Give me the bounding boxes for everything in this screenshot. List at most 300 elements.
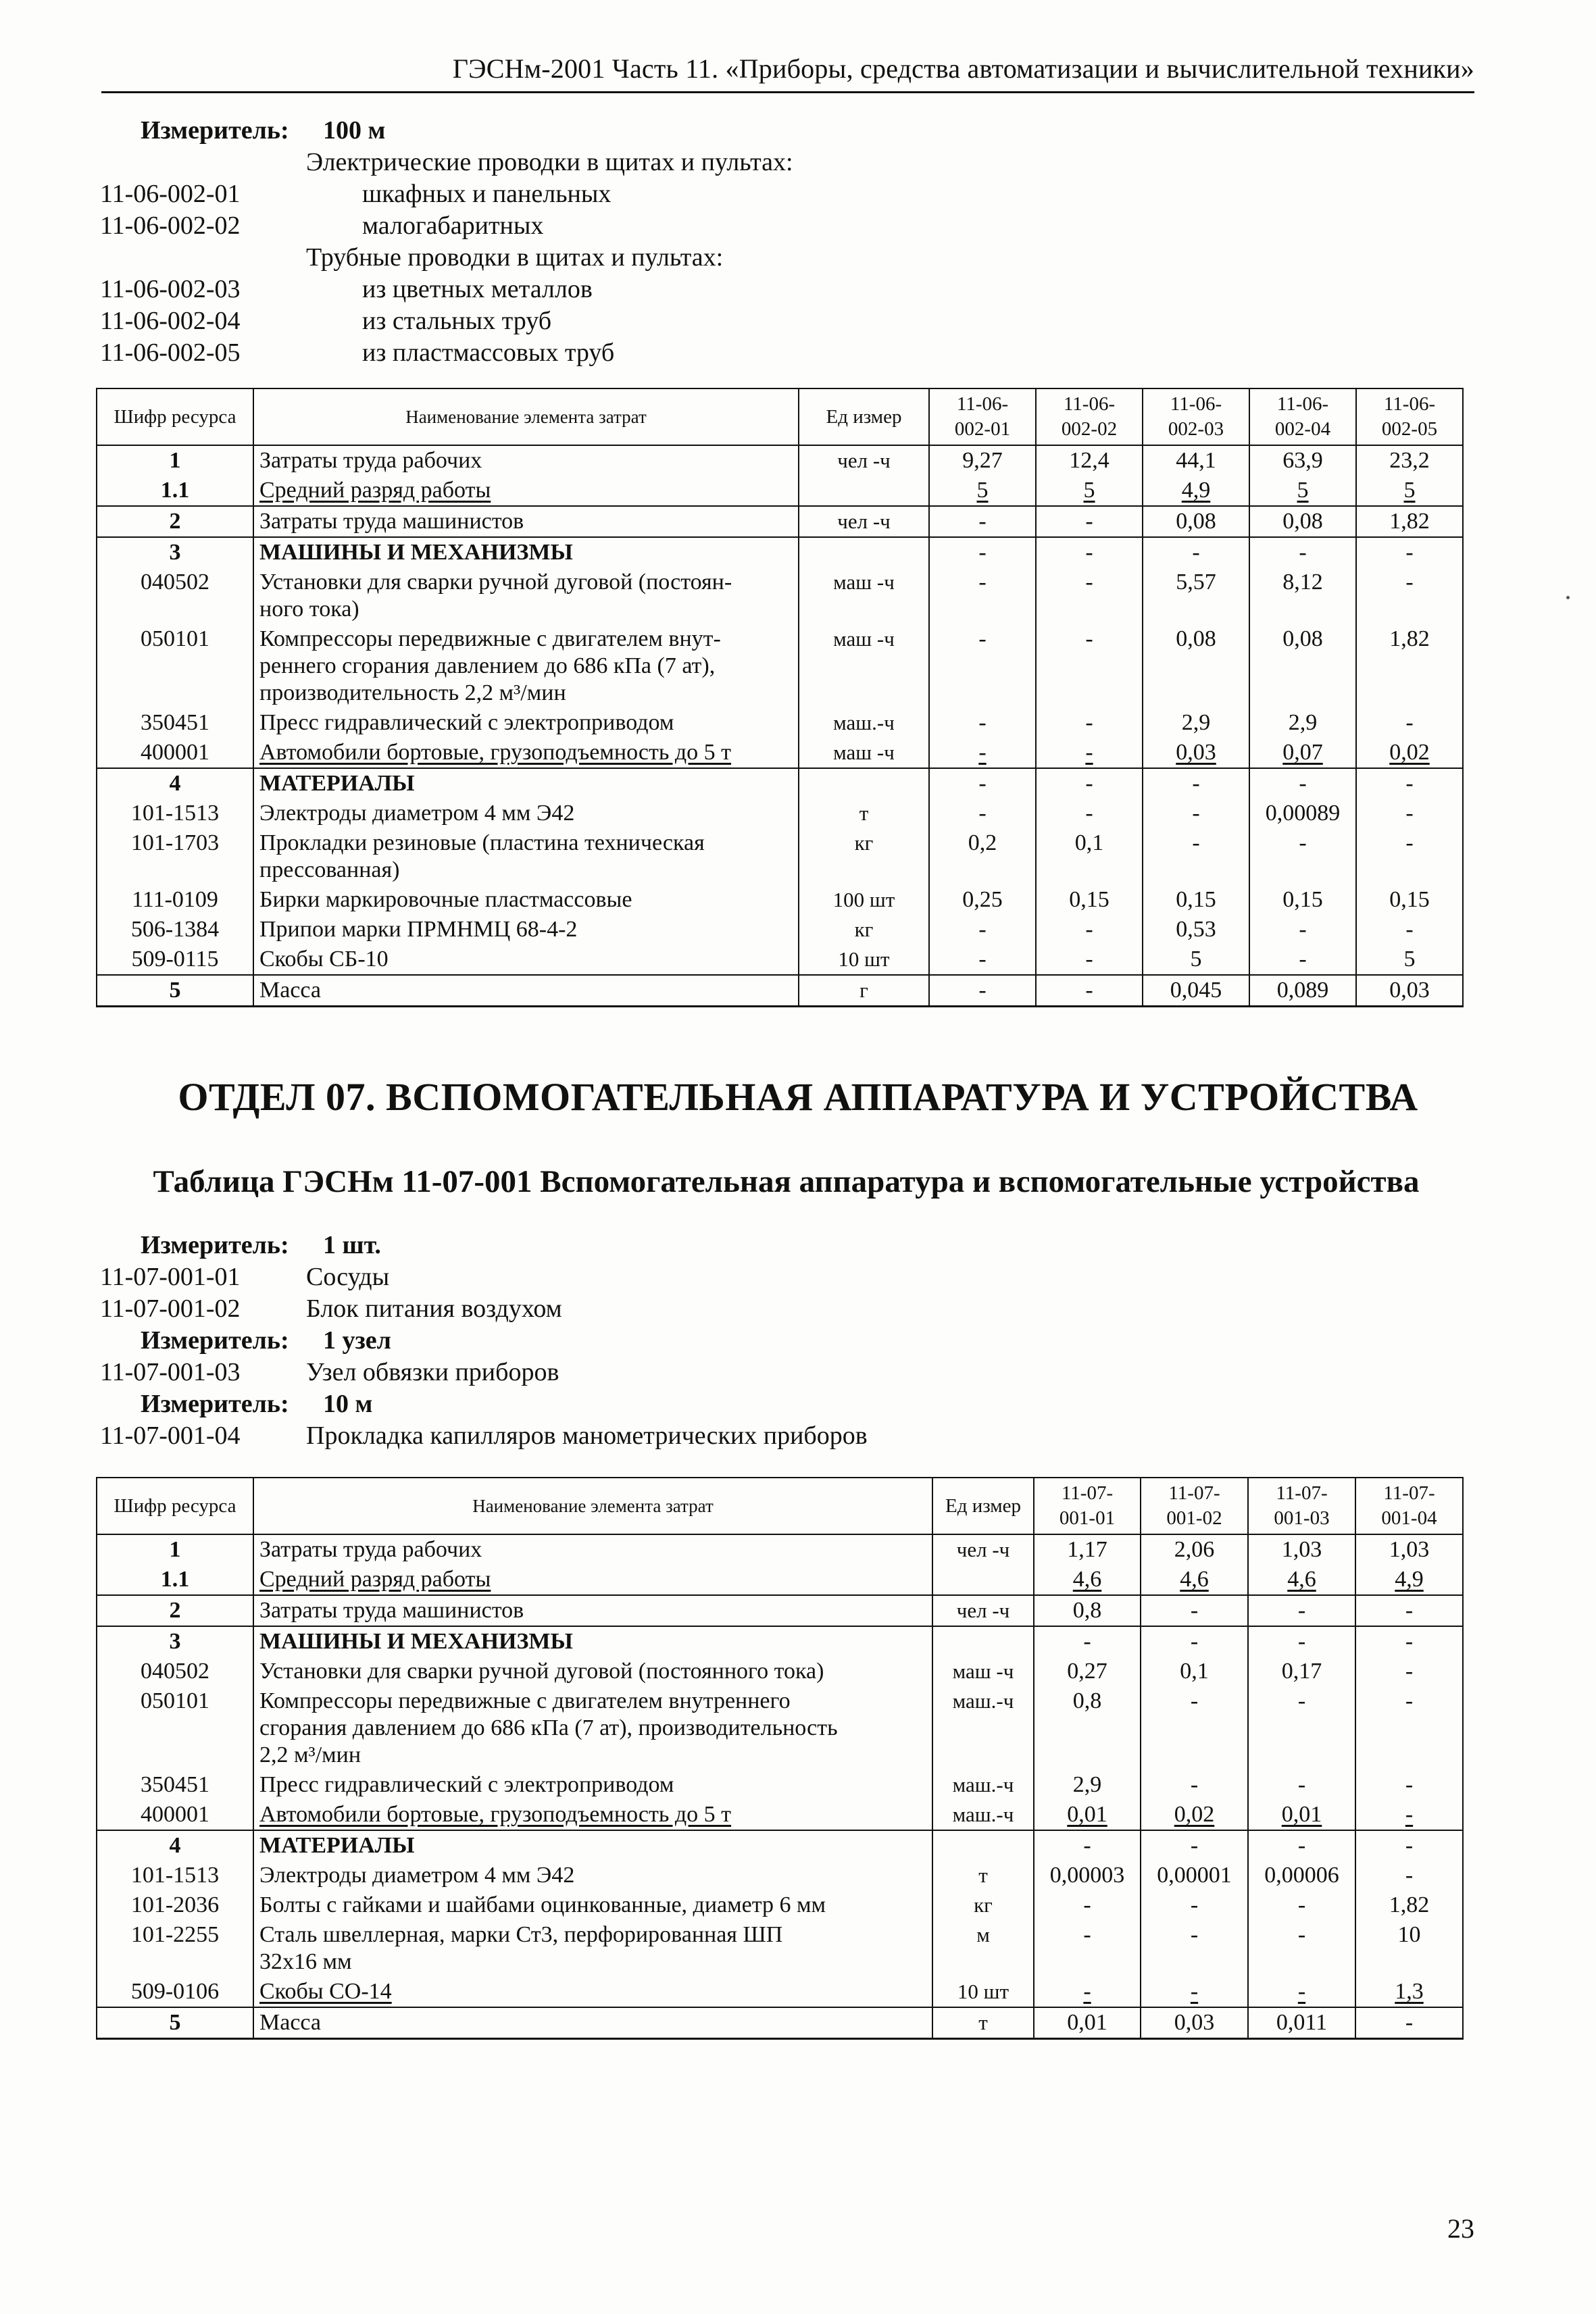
resource-code: 350451 xyxy=(97,708,253,738)
table-row xyxy=(97,1800,1463,1830)
norm-value: 4,9 xyxy=(1143,476,1249,506)
resource-code: 1 xyxy=(97,445,253,476)
norm-value: - xyxy=(1248,1686,1355,1770)
table-row xyxy=(97,506,1463,537)
norm-value: 0,00006 xyxy=(1248,1861,1355,1890)
table-header-row xyxy=(97,388,1463,445)
norm-value: - xyxy=(1141,1890,1248,1920)
norm-value: - xyxy=(1248,1770,1355,1800)
norm-value: - xyxy=(1141,1770,1248,1800)
table-row xyxy=(97,1920,1463,1977)
table-row xyxy=(97,1657,1463,1686)
norm-value: 0,15 xyxy=(1249,885,1356,915)
norm-value: 44,1 xyxy=(1143,445,1249,476)
spec-item-code: 11-06-002-03 xyxy=(100,275,241,303)
table-row xyxy=(97,568,1463,624)
norm-value: 0,01 xyxy=(1034,2007,1141,2039)
cost-element-name: Электроды диаметром 4 мм Э42 xyxy=(253,1861,932,1890)
resource-code: 2 xyxy=(97,506,253,537)
norm-value: 5 xyxy=(1356,476,1463,506)
norm-value: - xyxy=(1141,1686,1248,1770)
norm-value: - xyxy=(1036,708,1143,738)
norm-value: - xyxy=(1248,1626,1355,1657)
header-resource-code: Шифр ресурса xyxy=(97,1478,253,1534)
norm-value: 5,57 xyxy=(1143,568,1249,624)
cost-element-name: Пресс гидравлический с электроприводом xyxy=(253,708,799,738)
norm-value: - xyxy=(1248,1977,1355,2007)
spec-item-code: 11-07-001-04 xyxy=(100,1422,241,1450)
cost-element-name: Автомобили бортовые, грузоподъемность до 5 т xyxy=(253,1800,932,1830)
cost-element-name: Установки для сварки ручной дуговой (постоян- ного тока) xyxy=(253,568,799,624)
spec-item-name: из пластмассовых труб xyxy=(362,338,615,367)
norm-value: 0,03 xyxy=(1141,2007,1248,2039)
norm-value: 0,8 xyxy=(1034,1686,1141,1770)
norm-value: 0,00001 xyxy=(1141,1861,1248,1890)
norm-value: - xyxy=(1143,799,1249,828)
unit: маш -ч xyxy=(932,1657,1034,1686)
cost-element-name: МАШИНЫ И МЕХАНИЗМЫ xyxy=(253,1626,932,1657)
resource-code: 509-0106 xyxy=(97,1977,253,2007)
meter-label: Измеритель: xyxy=(141,1326,289,1355)
norm-value: - xyxy=(1355,1770,1463,1800)
resource-code: 509-0115 xyxy=(97,945,253,975)
norm-value: - xyxy=(929,708,1036,738)
spec-item-name: Прокладка капилляров манометрических приборов xyxy=(306,1422,868,1450)
norm-value: 0,1 xyxy=(1036,828,1143,885)
spec-item xyxy=(100,1293,1249,1325)
resource-code: 101-2255 xyxy=(97,1920,253,1977)
norm-value: 4,9 xyxy=(1355,1565,1463,1595)
header-norm-code: 11-06- 002-02 xyxy=(1036,388,1143,445)
norm-value: 0,8 xyxy=(1034,1595,1141,1626)
resource-code: 3 xyxy=(97,537,253,568)
unit: маш.-ч xyxy=(799,708,929,738)
norm-value: - xyxy=(1141,1626,1248,1657)
table-row xyxy=(97,2007,1463,2039)
norm-value: - xyxy=(1141,1830,1248,1861)
spec-item xyxy=(100,1357,1249,1388)
resource-code: 1.1 xyxy=(97,476,253,506)
norm-value: - xyxy=(1355,2007,1463,2039)
page-number: 23 xyxy=(1447,2213,1474,2244)
table-row xyxy=(97,768,1463,799)
resource-code: 400001 xyxy=(97,738,253,768)
spec-item xyxy=(100,305,1249,337)
norm-value: 0,25 xyxy=(929,885,1036,915)
cost-element-name: Скобы СО-14 xyxy=(253,1977,932,2007)
unit: чел -ч xyxy=(799,506,929,537)
norm-value: - xyxy=(1036,768,1143,799)
norm-value: 0,15 xyxy=(1036,885,1143,915)
cost-element-name: Автомобили бортовые, грузоподъемность до 5 т xyxy=(253,738,799,768)
norm-value: 1,3 xyxy=(1355,1977,1463,2007)
norm-value: - xyxy=(1036,915,1143,945)
unit xyxy=(932,1830,1034,1861)
unit: кг xyxy=(799,828,929,885)
spec-item xyxy=(100,210,1249,242)
unit xyxy=(932,1565,1034,1595)
norm-value: 0,01 xyxy=(1034,1800,1141,1830)
unit: маш.-ч xyxy=(932,1800,1034,1830)
norm-value: 0,15 xyxy=(1143,885,1249,915)
cost-element-name: Затраты труда машинистов xyxy=(253,506,799,537)
resource-code: 350451 xyxy=(97,1770,253,1800)
norm-value: 0,1 xyxy=(1141,1657,1248,1686)
unit: маш -ч xyxy=(799,624,929,708)
cost-element-name: Масса xyxy=(253,975,799,1007)
spec-item-code: 11-06-002-05 xyxy=(100,338,241,367)
meter-value: 1 узел xyxy=(323,1326,391,1355)
norm-value: 1,82 xyxy=(1356,506,1463,537)
unit xyxy=(799,537,929,568)
spec-item xyxy=(100,178,1249,210)
unit: маш -ч xyxy=(799,568,929,624)
cost-element-name: Припои марки ПРМНМЦ 68-4-2 xyxy=(253,915,799,945)
meter-label: Измеритель: xyxy=(141,116,289,145)
unit: т xyxy=(932,1861,1034,1890)
norm-value: - xyxy=(929,738,1036,768)
resource-code: 3 xyxy=(97,1626,253,1657)
norm-value: - xyxy=(929,568,1036,624)
spec-item-name: шкафных и панельных xyxy=(362,180,612,208)
unit: м xyxy=(932,1920,1034,1977)
header-norm-code: 11-07- 001-03 xyxy=(1248,1478,1355,1534)
norm-value: 23,2 xyxy=(1356,445,1463,476)
norm-value: - xyxy=(1356,828,1463,885)
norm-value: - xyxy=(929,945,1036,975)
norm-value: 5 xyxy=(929,476,1036,506)
norm-value: - xyxy=(1249,915,1356,945)
norm-value: 5 xyxy=(1249,476,1356,506)
norm-value: - xyxy=(1248,1595,1355,1626)
resource-code: 101-2036 xyxy=(97,1890,253,1920)
header-norm-code: 11-06- 002-05 xyxy=(1356,388,1463,445)
norm-value: - xyxy=(1036,537,1143,568)
norm-value: - xyxy=(1034,1920,1141,1977)
resource-table-2 xyxy=(96,1477,1464,2040)
table-row xyxy=(97,1595,1463,1626)
norm-value: 2,9 xyxy=(1249,708,1356,738)
table-row xyxy=(97,1565,1463,1595)
table-row xyxy=(97,1830,1463,1861)
spec-item-code: 11-06-002-02 xyxy=(100,211,241,240)
table-row xyxy=(97,476,1463,506)
norm-value: - xyxy=(1143,768,1249,799)
norm-value: 0,011 xyxy=(1248,2007,1355,2039)
norm-value: - xyxy=(929,537,1036,568)
resource-code: 050101 xyxy=(97,1686,253,1770)
resource-code: 101-1703 xyxy=(97,828,253,885)
norm-value: 4,6 xyxy=(1248,1565,1355,1595)
cost-element-name: Пресс гидравлический с электроприводом xyxy=(253,1770,932,1800)
cost-element-name: Компрессоры передвижные с двигателем внут- реннего сгорания давлением до 686 кПа (7 ат), производительность 2,2 м³/мин xyxy=(253,624,799,708)
unit: 10 шт xyxy=(932,1977,1034,2007)
norm-value: - xyxy=(1248,1920,1355,1977)
table-row xyxy=(97,828,1463,885)
resource-code: 2 xyxy=(97,1595,253,1626)
norm-value: 2,9 xyxy=(1034,1770,1141,1800)
norm-value: 1,17 xyxy=(1034,1534,1141,1565)
resource-code: 1 xyxy=(97,1534,253,1565)
cost-element-name: Затраты труда машинистов xyxy=(253,1595,932,1626)
spec-item-name: Сосуды xyxy=(306,1263,390,1291)
unit: чел -ч xyxy=(932,1534,1034,1565)
unit xyxy=(799,768,929,799)
norm-value: - xyxy=(1143,537,1249,568)
resource-code: 506-1384 xyxy=(97,915,253,945)
norm-value: - xyxy=(1036,738,1143,768)
cost-element-name: Сталь швеллерная, марки Ст3, перфорированная ШП 32х16 мм xyxy=(253,1920,932,1977)
header-norm-code: 11-07- 001-01 xyxy=(1034,1478,1141,1534)
header-unit: Ед измер xyxy=(932,1478,1034,1534)
norm-value: - xyxy=(929,624,1036,708)
norm-value: - xyxy=(1143,828,1249,885)
resource-code: 5 xyxy=(97,2007,253,2039)
running-header: ГЭСНм-2001 Часть 11. «Приборы, средства автоматизации и вычислительной техники» xyxy=(101,53,1474,93)
norm-value: 0,15 xyxy=(1356,885,1463,915)
norm-value: - xyxy=(929,915,1036,945)
resource-code: 5 xyxy=(97,975,253,1007)
spec-item-code: 11-06-002-04 xyxy=(100,307,241,335)
header-norm-code: 11-06- 002-01 xyxy=(929,388,1036,445)
table-row xyxy=(97,1686,1463,1770)
cost-element-name: Затраты труда рабочих xyxy=(253,445,799,476)
norm-value: - xyxy=(1248,1830,1355,1861)
norm-value: 5 xyxy=(1356,945,1463,975)
norm-value: 1,82 xyxy=(1355,1890,1463,1920)
meter-label: Измеритель: xyxy=(141,1231,289,1259)
header-norm-code: 11-06- 002-04 xyxy=(1249,388,1356,445)
cost-element-name: Электроды диаметром 4 мм Э42 xyxy=(253,799,799,828)
meter-value: 100 м xyxy=(323,116,386,145)
spec-item-name: малогабаритных xyxy=(362,211,544,240)
norm-value: - xyxy=(929,799,1036,828)
unit: маш -ч xyxy=(799,738,929,768)
norm-value: - xyxy=(1355,1830,1463,1861)
norm-value: - xyxy=(1034,1977,1141,2007)
norm-value: 1,03 xyxy=(1248,1534,1355,1565)
resource-code: 111-0109 xyxy=(97,885,253,915)
header-unit: Ед измер xyxy=(799,388,929,445)
table-row xyxy=(97,708,1463,738)
norm-value: - xyxy=(1141,1920,1248,1977)
norm-value: - xyxy=(1249,945,1356,975)
spec-item-code: 11-07-001-03 xyxy=(100,1358,241,1386)
cost-element-name: МАТЕРИАЛЫ xyxy=(253,768,799,799)
cost-element-name: Средний разряд работы xyxy=(253,476,799,506)
norm-value: - xyxy=(1249,768,1356,799)
meter-label: Измеритель: xyxy=(141,1390,289,1418)
norm-value: 9,27 xyxy=(929,445,1036,476)
cost-element-name: МАШИНЫ И МЕХАНИЗМЫ xyxy=(253,537,799,568)
table-row xyxy=(97,624,1463,708)
spec-item xyxy=(100,274,1249,305)
table-row xyxy=(97,1890,1463,1920)
cost-element-name: Масса xyxy=(253,2007,932,2039)
spec-group-heading: Трубные проводки в щитах и пультах: xyxy=(306,243,724,272)
norm-value: - xyxy=(1355,1686,1463,1770)
header-norm-code: 11-07- 001-04 xyxy=(1355,1478,1463,1534)
meter-value: 10 м xyxy=(323,1390,373,1418)
norm-value: 0,07 xyxy=(1249,738,1356,768)
cost-element-name: Установки для сварки ручной дуговой (постоянного тока) xyxy=(253,1657,932,1686)
table-row xyxy=(97,1534,1463,1565)
unit: маш.-ч xyxy=(932,1770,1034,1800)
norm-value: 0,03 xyxy=(1143,738,1249,768)
resource-table-1 xyxy=(96,388,1464,1007)
norm-value: - xyxy=(1036,975,1143,1007)
unit: 10 шт xyxy=(799,945,929,975)
norm-value: - xyxy=(1355,1800,1463,1830)
norm-value: - xyxy=(1036,506,1143,537)
table-header-row xyxy=(97,1478,1463,1534)
spec-item xyxy=(100,337,1249,369)
norm-value: - xyxy=(1356,537,1463,568)
norm-value: 10 xyxy=(1355,1920,1463,1977)
cost-element-name: Затраты труда рабочих xyxy=(253,1534,932,1565)
norm-value: - xyxy=(1356,568,1463,624)
table-row xyxy=(97,445,1463,476)
table-row xyxy=(97,1770,1463,1800)
norm-value: 0,08 xyxy=(1249,506,1356,537)
resource-code: 050101 xyxy=(97,624,253,708)
norm-value: 0,17 xyxy=(1248,1657,1355,1686)
norm-value: 5 xyxy=(1036,476,1143,506)
resource-code: 040502 xyxy=(97,1657,253,1686)
table-row xyxy=(97,738,1463,768)
norm-value: 0,02 xyxy=(1356,738,1463,768)
norm-value: - xyxy=(1034,1626,1141,1657)
cost-element-name: МАТЕРИАЛЫ xyxy=(253,1830,932,1861)
header-norm-code: 11-07- 001-02 xyxy=(1141,1478,1248,1534)
norm-value: - xyxy=(1141,1595,1248,1626)
resource-code: 4 xyxy=(97,768,253,799)
header-norm-code: 11-06- 002-03 xyxy=(1143,388,1249,445)
cost-element-name: Болты с гайками и шайбами оцинкованные, диаметр 6 мм xyxy=(253,1890,932,1920)
spec-item-name: Блок питания воздухом xyxy=(306,1294,562,1323)
norm-value: - xyxy=(1355,1861,1463,1890)
table-row xyxy=(97,915,1463,945)
norm-value: 0,03 xyxy=(1356,975,1463,1007)
norm-value: - xyxy=(1248,1890,1355,1920)
norm-value: - xyxy=(929,506,1036,537)
spec-item-name: из стальных труб xyxy=(362,307,552,335)
norm-value: - xyxy=(1036,624,1143,708)
norm-value: - xyxy=(1356,799,1463,828)
unit: кг xyxy=(932,1890,1034,1920)
norm-value: 1,03 xyxy=(1355,1534,1463,1565)
norm-value: 5 xyxy=(1143,945,1249,975)
resource-code: 1.1 xyxy=(97,1565,253,1595)
header-cost-element: Наименование элемента затрат xyxy=(253,388,799,445)
unit: 100 шт xyxy=(799,885,929,915)
table-row xyxy=(97,1977,1463,2007)
unit xyxy=(799,476,929,506)
spec-item xyxy=(100,1420,1249,1452)
meter-value: 1 шт. xyxy=(323,1231,381,1259)
norm-value: 0,02 xyxy=(1141,1800,1248,1830)
norm-value: 0,08 xyxy=(1143,506,1249,537)
cost-element-name: Скобы СБ-10 xyxy=(253,945,799,975)
cost-element-name: Компрессоры передвижные с двигателем внутреннего сгорания давлением до 686 кПа (7 ат), производительность 2,2 м³/мин xyxy=(253,1686,932,1770)
norm-value: 0,00089 xyxy=(1249,799,1356,828)
norm-value: 0,08 xyxy=(1143,624,1249,708)
norm-value: 12,4 xyxy=(1036,445,1143,476)
table-row xyxy=(97,537,1463,568)
unit: г xyxy=(799,975,929,1007)
table-title: Таблица ГЭСНм 11-07-001 Вспомогательная аппаратура и вспомогательные устройства xyxy=(153,1164,1420,1199)
resource-code: 4 xyxy=(97,1830,253,1861)
scan-speck xyxy=(1566,596,1570,599)
table-row xyxy=(97,945,1463,975)
norm-value: - xyxy=(1356,768,1463,799)
resource-code: 101-1513 xyxy=(97,1861,253,1890)
norm-value: 0,27 xyxy=(1034,1657,1141,1686)
spec-item-name: из цветных металлов xyxy=(362,275,593,303)
norm-value: - xyxy=(1034,1890,1141,1920)
unit: чел -ч xyxy=(799,445,929,476)
spec-item-name: Узел обвязки приборов xyxy=(306,1358,559,1386)
resource-code: 040502 xyxy=(97,568,253,624)
spec-item-code: 11-07-001-01 xyxy=(100,1263,241,1291)
norm-value: 0,01 xyxy=(1248,1800,1355,1830)
norm-value: 0,045 xyxy=(1143,975,1249,1007)
norm-value: 8,12 xyxy=(1249,568,1356,624)
table-row xyxy=(97,1626,1463,1657)
spec-block-1 xyxy=(100,115,1249,369)
cost-element-name: Средний разряд работы xyxy=(253,1565,932,1595)
norm-value: - xyxy=(1356,708,1463,738)
norm-value: 0,00003 xyxy=(1034,1861,1141,1890)
norm-value: - xyxy=(1249,537,1356,568)
cost-element-name: Прокладки резиновые (пластина техническая прессованная) xyxy=(253,828,799,885)
norm-value: - xyxy=(1355,1657,1463,1686)
unit: маш.-ч xyxy=(932,1686,1034,1770)
norm-value: - xyxy=(929,975,1036,1007)
norm-value: 4,6 xyxy=(1141,1565,1248,1595)
norm-value: 0,53 xyxy=(1143,915,1249,945)
spec-group-heading: Электрические проводки в щитах и пультах: xyxy=(306,148,793,176)
norm-value: - xyxy=(1141,1977,1248,2007)
unit: чел -ч xyxy=(932,1595,1034,1626)
unit xyxy=(932,1626,1034,1657)
spec-item-code: 11-06-002-01 xyxy=(100,180,241,208)
norm-value: - xyxy=(1034,1830,1141,1861)
unit: кг xyxy=(799,915,929,945)
norm-value: 0,2 xyxy=(929,828,1036,885)
norm-value: 0,08 xyxy=(1249,624,1356,708)
norm-value: 0,089 xyxy=(1249,975,1356,1007)
cost-element-name: Бирки маркировочные пластмассовые xyxy=(253,885,799,915)
table-row xyxy=(97,1861,1463,1890)
resource-code: 101-1513 xyxy=(97,799,253,828)
table-row xyxy=(97,885,1463,915)
spec-block-2 xyxy=(100,1230,1249,1452)
norm-value: 4,6 xyxy=(1034,1565,1141,1595)
norm-value: - xyxy=(1036,568,1143,624)
table-row xyxy=(97,799,1463,828)
section-title: ОТДЕЛ 07. ВСПОМОГАТЕЛЬНАЯ АППАРАТУРА И УСТРОЙСТВА xyxy=(178,1075,1418,1119)
norm-value: 1,82 xyxy=(1356,624,1463,708)
norm-value: 2,9 xyxy=(1143,708,1249,738)
header-cost-element: Наименование элемента затрат xyxy=(253,1478,932,1534)
table-row xyxy=(97,975,1463,1007)
header-resource-code: Шифр ресурса xyxy=(97,388,253,445)
spec-item-code: 11-07-001-02 xyxy=(100,1294,241,1323)
norm-value: - xyxy=(1249,828,1356,885)
norm-value: - xyxy=(1356,915,1463,945)
resource-code: 400001 xyxy=(97,1800,253,1830)
